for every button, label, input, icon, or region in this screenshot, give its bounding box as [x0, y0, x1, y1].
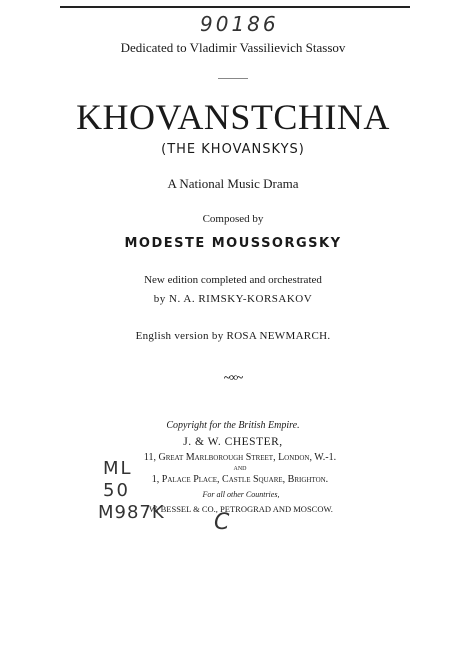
opera-subtitle: (THE KHOVANSKYS) — [161, 142, 305, 157]
handwritten-catalog-number: 90186 — [200, 12, 279, 36]
top-border-rule — [60, 6, 410, 8]
copyright-line: Copyright for the British Empire. — [166, 420, 300, 431]
dedication: Dedicated to Vladimir Vassilievich Stassov — [120, 40, 346, 55]
english-version: English version by ROSA NEWMARCH. — [135, 330, 331, 342]
handwritten-call-line-1: ML — [103, 458, 133, 479]
publisher-name: J. & W. CHESTER, — [183, 436, 283, 448]
edition-line-1: New edition completed and orchestrated — [144, 274, 322, 286]
edition-line-2: by N. A. RIMSKY-KORSAKOV — [153, 293, 313, 305]
handwritten-call-line-3: M987K — [98, 502, 165, 523]
genre-line: A National Music Drama — [167, 176, 299, 191]
publisher-address-london: 11, Great Marlborough Street, London, W.-1. — [143, 452, 337, 463]
handwritten-call-line-2: 50 — [103, 480, 130, 501]
other-countries-line: For all other Countries, — [202, 490, 280, 499]
publisher-bessel: W. BESSEL & CO., PETROGRAD AND MOSCOW. — [149, 504, 333, 514]
handwritten-initial: C — [214, 510, 230, 535]
composed-by-label: Composed by — [202, 213, 264, 225]
dedication-divider — [218, 78, 248, 79]
publisher-address-brighton: 1, Palace Place, Castle Square, Brighton. — [151, 474, 329, 485]
composer-name: MODESTE MOUSSORGSKY — [124, 236, 342, 251]
address-and: AND — [233, 466, 247, 472]
opera-title: KHOVANSTCHINA — [76, 97, 390, 137]
ornament: ~∞~ — [223, 370, 243, 384]
